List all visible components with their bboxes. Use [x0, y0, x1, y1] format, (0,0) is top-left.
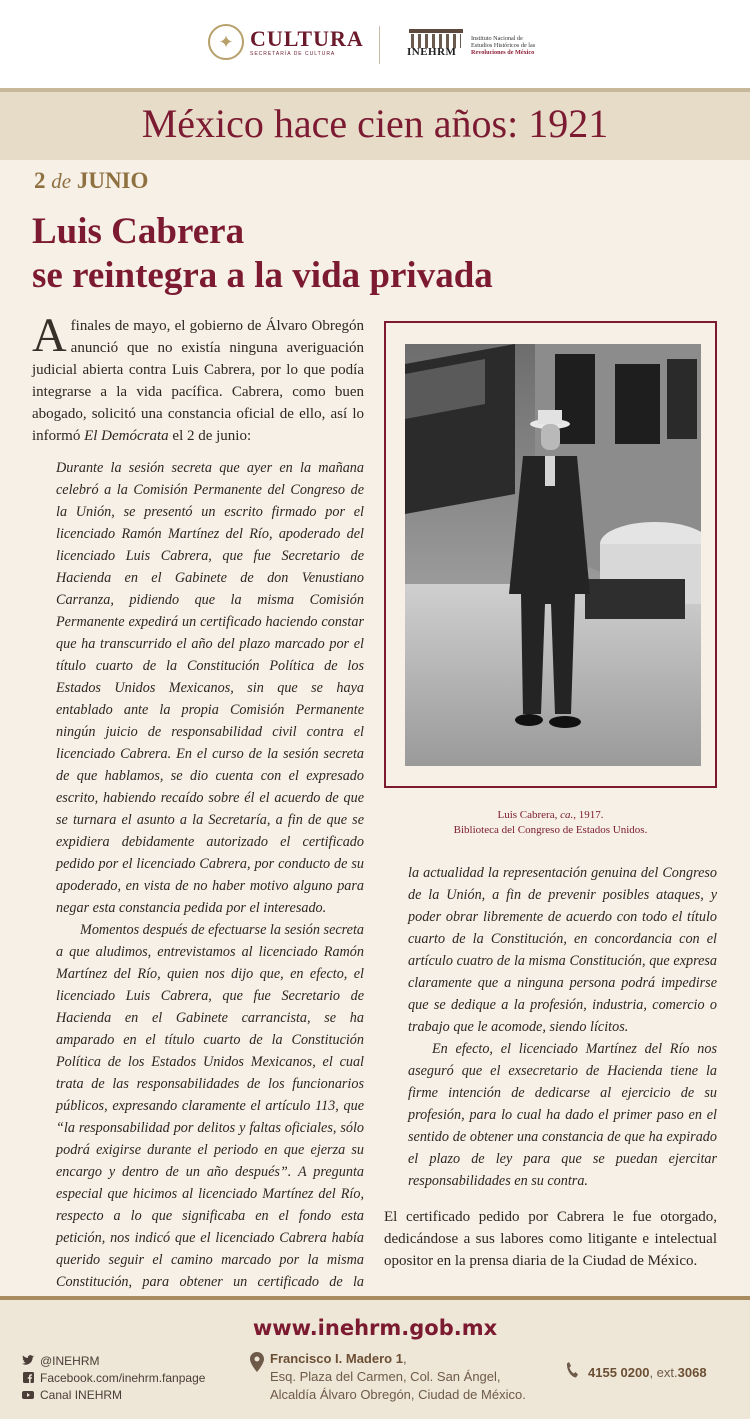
quote-paragraph-1: Durante la sesión secreta que ayer en la mañana celebró a la Comisión Permanente del Congreso de la Unión, se presentó un escrito firmado por el licenciado Ramón Martínez del Río, apoderado del licenciado Luis Cabrera, que fue Secretario de Hacienda en el Gabinete de don Venustiano Carranza, pidiendo que la misma Comisión Permanente expedirá un certificado haciendo constar que ha transcurrido el año del plazo marcado por el título cuarto de la Constitución Política de los Estados Unidos Mexicanos, sin que se haya entablado ante la propia Comisión Permanente ningún juicio de responsabilidad civil contra el licenciado Cabrera. En el curso de la sesión secreta de que hablamos, se dio cuenta con el expresado escrito, habiendo recaído sobre él el acuerdo de que se turnara el asunto a la Secretaría, a fin de que se expidiera debidamente autorizado el certificado pedido por el licenciado Cabrera, por conducto de su apoderado, en vista de no haber motivo alguno para negar esta constancia pedida por el interesado. [56, 460, 364, 916]
facebook-icon [22, 1372, 34, 1384]
social-links [22, 1352, 205, 1403]
newspaper-name: El Demócrata [84, 428, 169, 444]
map-pin-icon [250, 1352, 264, 1404]
phone-icon [566, 1362, 578, 1382]
cultura-subtitle: SECRETARÍA DE CULTURA [250, 50, 336, 57]
inehrm-logo[interactable] [407, 27, 535, 59]
caption-source: Biblioteca del Congreso de Estados Unidos. [453, 824, 648, 836]
right-column [384, 862, 717, 1272]
quote-paragraph-2: Momentos después de efectuarse la sesión secreta a que aludimos, entrevistamos al licenciado Ramón Martínez del Río, quien nos dijo que, en efecto, el licenciado Luis Cabrera, que fue Secretario de Hacienda en el Gabinete carrancista, se ha amparado en el título cuarto de la Constitución Política de los Estados Unidos Mexicanos, el cual trata de las responsabilidades de los funcionarios públicos, expresando claramente el artículo 113, que “la responsabilidad por delitos y faltas oficiales, sólo podrá exigirse durante el periodo en que ejerza su encargo y dentro de un año después”. A pregunta especial que hicimos al licenciado Martínez del Río, respecto a lo que significaba en el fondo esta petición, nos indicó que el licenciado Cabrera había querido seguir el camino marcado por la misma Constitución, para obtener un certificado de la [56, 922, 364, 1290]
page-title: México hace cien años: 1921 [141, 101, 609, 146]
building-icon [407, 27, 465, 59]
intro-paragraph: Afinales de mayo, el gobierno de Álvaro Obregón anunció que no existía ninguna averiguación judicial abierta contra Luis Cabrera, por lo que podía integrarse a la vida pacífica. Cabrera, como buen abogado, solicitó una constancia oficial de ello, así lo informó El Demócrata el 2 de junio: [32, 309, 364, 444]
address: Francisco I. Madero 1, Esq. Plaza del Carmen, Col. San Ángel, Alcaldía Álvaro Obregón, Ciudad de México. [250, 1350, 526, 1404]
website-link[interactable]: www.inehrm.gob.mx [252, 1316, 498, 1340]
closing-paragraph: El certificado pedido por Cabrera le fue otorgado, dedicándose a sus labores como litigante e intelectual opositor en la prensa diaria de la Ciudad de México. [384, 1209, 717, 1269]
phone-number: 4155 0200 [588, 1364, 650, 1380]
quote-paragraph-4: En efecto, el licenciado Martínez del Río nos aseguró que el exsecretario de Hacienda tiene la firme intención de dedicarse al ejercicio de su profesión, para lo cual ha dado el primer paso en el sentido de obtener una constancia de que ha expirado el plazo de ley para que se puedan ejercitar responsabilidades en su contra. [408, 1041, 717, 1189]
youtube-icon [22, 1389, 34, 1401]
date-month: JUNIO [76, 168, 149, 193]
date-day: 2 [34, 168, 46, 193]
title-banner [0, 88, 750, 160]
inehrm-wordmark: INEHRM [407, 46, 457, 58]
footer [0, 1296, 750, 1419]
left-column [32, 309, 364, 1315]
facebook-link[interactable]: Facebook.com/inehrm.fanpage [22, 1369, 205, 1386]
inehrm-name: Instituto Nacional de Estudios Históricos de las Revoluciones de México [471, 35, 536, 56]
cultura-logo[interactable] [208, 24, 364, 60]
address-line-2: Esq. Plaza del Carmen, Col. San Ángel, [270, 1369, 501, 1384]
photo-frame [384, 321, 717, 788]
top-header [0, 0, 750, 88]
logo-divider [379, 26, 380, 64]
address-street: Francisco I. Madero 1 [270, 1351, 403, 1366]
luis-cabrera-photo [405, 344, 701, 766]
phone-contact[interactable]: 4155 0200 , ext. 3068 [566, 1362, 707, 1382]
mexico-seal-icon: ✦ [208, 24, 244, 60]
phone-ext: 3068 [677, 1364, 707, 1380]
youtube-link[interactable]: Canal INEHRM [22, 1386, 205, 1403]
cultura-wordmark: CULTURA [250, 25, 364, 51]
date-de: de [51, 169, 72, 193]
photo-caption: Luis Cabrera, ca., 1917. Biblioteca del Congreso de Estados Unidos. [384, 808, 717, 838]
quote-paragraph-3: la actualidad la representación genuina del Congreso de la Unión, a fin de prevenir posibles ataques, y poder obrar libremente de acuerdo con todo el título cuarto de la Constitución, en concordancia con el artículo cuatro de la misma Constitución, que expresa claramente que a ninguna persona podrá impedirse que se dedique a la profesión, industria, comercio o trabajo que le acomode, siendo lícitos. [408, 865, 717, 1035]
headline-line-2: se reintegra a la vida privada [32, 255, 493, 296]
headline-line-1: Luis Cabrera [32, 211, 245, 252]
drop-cap: A [32, 309, 67, 362]
address-line-3: Alcaldía Álvaro Obregón, Ciudad de México. [270, 1387, 526, 1402]
twitter-link[interactable]: @INEHRM [22, 1352, 205, 1369]
article-headline [32, 210, 493, 298]
twitter-icon [22, 1355, 34, 1367]
article-date [34, 168, 148, 194]
